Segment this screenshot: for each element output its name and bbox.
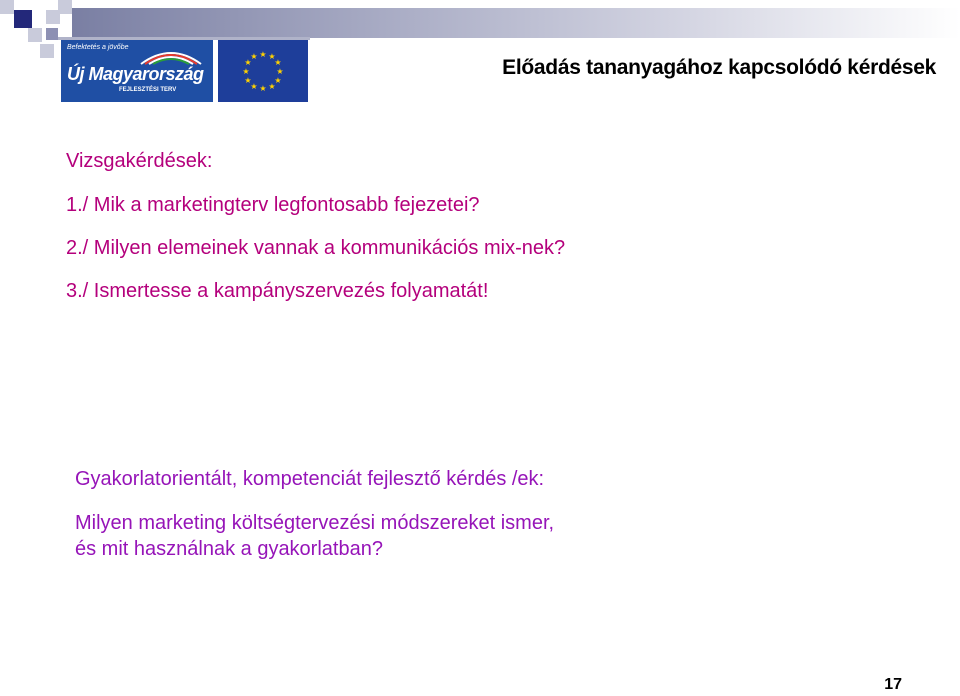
svg-text:★: ★ [274, 76, 282, 85]
practice-question-line-1: Milyen marketing költségtervezési módszereket ismer, [75, 512, 555, 534]
svg-text:★: ★ [259, 84, 267, 93]
page-number: 17 [884, 676, 902, 693]
svg-text:★: ★ [259, 50, 267, 59]
practice-heading: Gyakorlatorientált, kompetenciát fejlesztő kérdés /ek: [75, 468, 545, 490]
eu-flag-logo [218, 40, 308, 102]
page-title: Előadás tananyagához kapcsolódó kérdések [502, 56, 936, 79]
header-gradient-bar [72, 8, 960, 38]
decor-square [0, 0, 14, 14]
decor-square [58, 0, 72, 14]
svg-text:★: ★ [276, 67, 284, 76]
exam-question-1: 1./ Mik a marketingterv legfontosabb fejezetei? [66, 194, 480, 216]
decor-square [14, 10, 32, 28]
svg-text:★: ★ [244, 58, 252, 67]
svg-text:★: ★ [274, 58, 282, 67]
decor-square [46, 10, 60, 24]
svg-text:★: ★ [250, 82, 258, 91]
decor-square [28, 28, 42, 42]
svg-text:★: ★ [250, 52, 258, 61]
svg-text:★: ★ [242, 67, 250, 76]
svg-text:★: ★ [268, 52, 276, 61]
logo-tagline: Befektetés a jövőbe [67, 44, 129, 51]
uj-magyarorszag-logo [61, 40, 213, 102]
exam-question-2: 2./ Milyen elemeinek vannak a kommunikációs mix-nek? [66, 237, 566, 259]
exam-question-3: 3./ Ismertesse a kampányszervezés folyamatát! [66, 280, 489, 302]
decor-square [46, 28, 58, 40]
exam-heading: Vizsgakérdések: [66, 150, 213, 172]
decor-square [40, 44, 54, 58]
practice-question-line-2: és mit használnak a gyakorlatban? [75, 538, 383, 560]
logo-subtitle: FEJLESZTÉSI TERV [119, 87, 177, 93]
logo-main-text: Új Magyarország [67, 64, 204, 84]
svg-text:★: ★ [268, 82, 276, 91]
svg-text:★: ★ [244, 76, 252, 85]
eu-stars-icon [218, 40, 308, 102]
